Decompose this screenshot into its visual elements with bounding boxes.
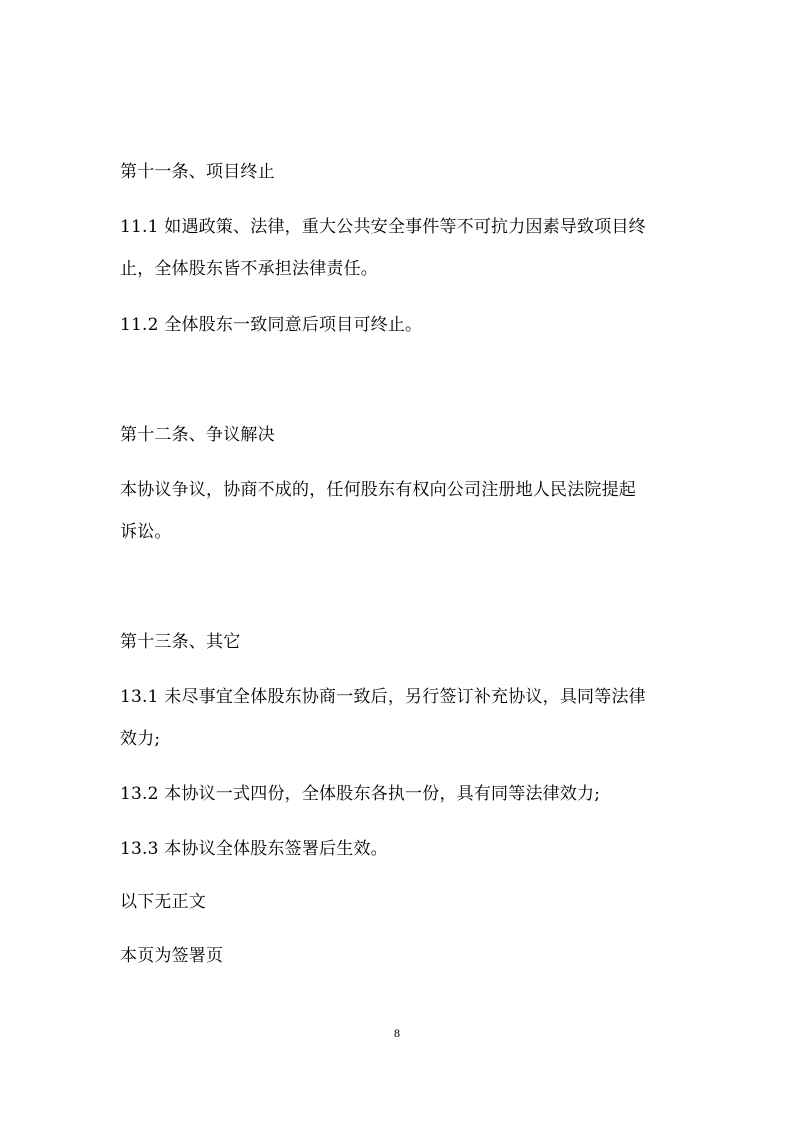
no-further-text-note: 以下无正文 [120, 892, 206, 912]
clause-11-1-line-1: 11.1 如遇政策、法律，重大公共安全事件等不可抗力因素导致项目终 [120, 217, 646, 237]
section-11-heading: 第十一条、项目终止 [120, 162, 275, 182]
clause-13-3: 13.3 本协议全体股东签署后生效。 [120, 839, 388, 859]
clause-13-1-line-2: 效力; [120, 729, 161, 749]
clause-11-1-line-2: 止，全体股东皆不承担法律责任。 [120, 259, 378, 279]
clause-12-line-2: 诉讼。 [120, 522, 172, 542]
clause-13-2: 13.2 本协议一式四份，全体股东各执一份，具有同等法律效力; [120, 784, 601, 804]
page-number: 8 [394, 1026, 400, 1040]
section-13-heading: 第十三条、其它 [120, 632, 241, 652]
clause-11-2: 11.2 全体股东一致同意后项目可终止。 [120, 315, 423, 335]
clause-13-1-line-1: 13.1 未尽事宜全体股东协商一致后，另行签订补充协议，具同等法律 [120, 687, 646, 707]
section-12-heading: 第十二条、争议解决 [120, 425, 275, 445]
clause-12-line-1: 本协议争议，协商不成的，任何股东有权向公司注册地人民法院提起 [120, 480, 636, 500]
signature-page-note: 本页为签署页 [120, 946, 224, 966]
